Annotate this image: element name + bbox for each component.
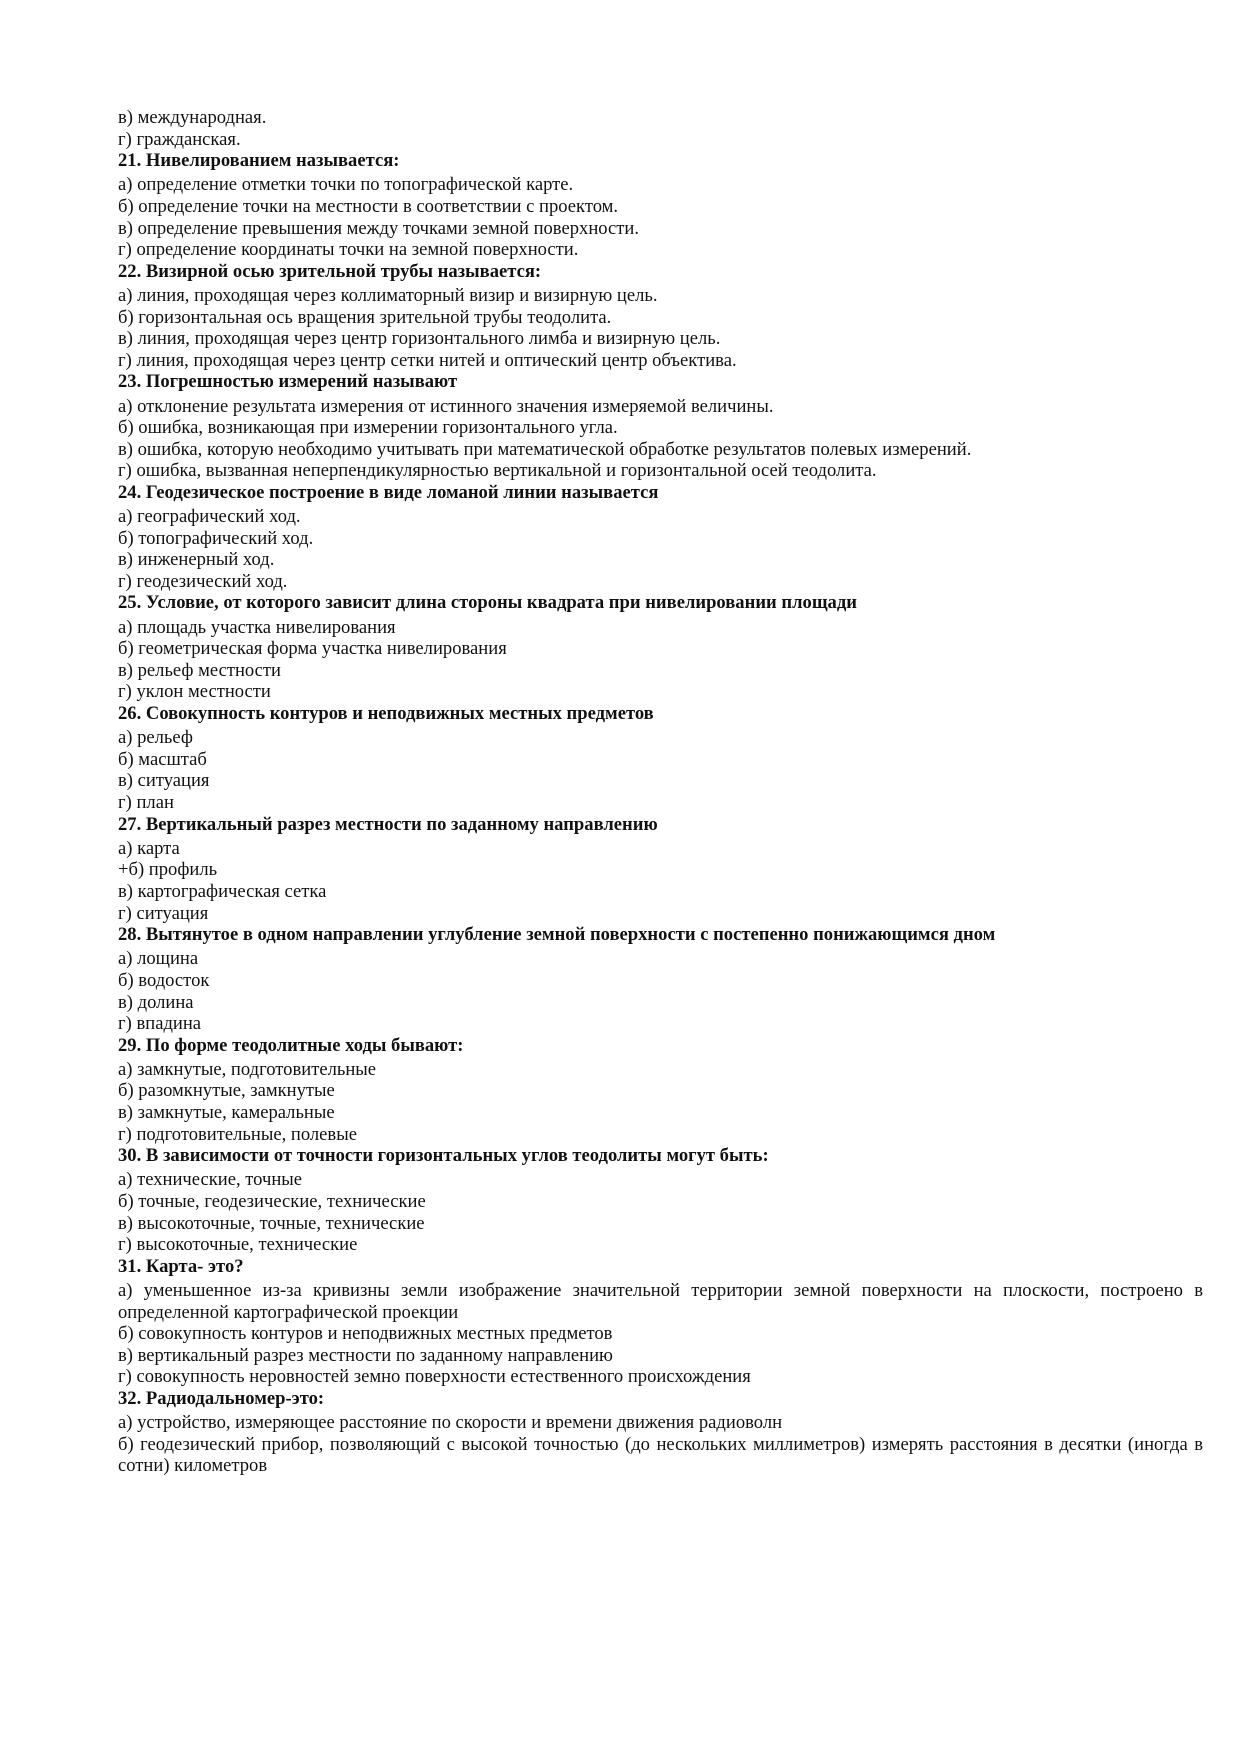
question-title: 29. По форме теодолитные ходы бывают:: [118, 1034, 464, 1056]
option-c: в) инженерный ход.: [118, 549, 275, 571]
question-26: [118, 703, 1203, 814]
question-title: 24. Геодезическое построение в виде ломаной линии называется: [118, 481, 659, 503]
option-a: а) технические, точные: [118, 1169, 303, 1191]
option-c: в) картографическая сетка: [118, 880, 327, 902]
option-b: б) совокупность контуров и неподвижных местных предметов: [118, 1323, 613, 1345]
option-b: б) горизонтальная ось вращения зрительной трубы теодолита.: [118, 306, 612, 328]
option-c: в) рельеф местности: [118, 659, 282, 681]
option-a: а) линия, проходящая через коллиматорный визир и визирную цель.: [118, 284, 658, 306]
option-b: б) определение точки на местности в соответствии с проектом.: [118, 195, 619, 217]
question-title: 26. Совокупность контуров и неподвижных местных предметов: [118, 703, 654, 724]
option-b: б) ошибка, возникающая при измерении горизонтального угла.: [118, 417, 618, 439]
question-28: [118, 924, 1203, 1035]
option-line: в) международная.: [118, 107, 267, 128]
option-b: б) геодезический прибор, позволяющий с высокой точностью (до нескольких миллиметров) измерять расстояния в десятки (иногда в сотни) километров: [118, 1433, 1203, 1477]
option-d: г) высокоточные, технические: [118, 1234, 358, 1256]
question-30: [118, 1145, 1203, 1256]
question-title: 31. Карта- это?: [118, 1255, 244, 1277]
option-c: в) линия, проходящая через центр горизонтального лимба и визирную цель.: [118, 328, 721, 350]
option-b: б) геометрическая форма участка нивелирования: [118, 638, 507, 660]
question-24: [118, 482, 1203, 593]
question-title: 22. Визирной осью зрительной трубы называется:: [118, 260, 542, 282]
question-title: 25. Условие, от которого зависит длина стороны квадрата при нивелировании площади: [118, 592, 857, 614]
question-title: 30. В зависимости от точности горизонтальных углов теодолиты могут быть:: [118, 1145, 769, 1167]
option-b: б) водосток: [118, 969, 210, 991]
option-a: а) географический ход.: [118, 506, 301, 528]
option-a: а) отклонение результата измерения от истинного значения измеряемой величины.: [118, 395, 774, 417]
option-d: г) уклон местности: [118, 681, 271, 703]
option-c: в) высокоточные, точные, технические: [118, 1212, 425, 1234]
option-d: г) ситуация: [118, 902, 209, 924]
question-31: [118, 1256, 1203, 1388]
question-21: [118, 150, 1203, 261]
question-title: 32. Радиодальномер-это:: [118, 1387, 325, 1409]
option-a: а) определение отметки точки по топографической карте.: [118, 174, 574, 196]
option-d: г) совокупность неровностей земно поверхности естественного происхождения: [118, 1366, 751, 1388]
question-title: 28. Вытянутое в одном направлении углубление земной поверхности с постепенно понижающимся дном: [118, 924, 996, 946]
option-c: в) замкнутые, камеральные: [118, 1102, 335, 1124]
question-title: 23. Погрешностью измерений называют: [118, 371, 458, 393]
option-c: в) ошибка, которую необходимо учитывать при математической обработке результатов полевых измерений.: [118, 438, 972, 460]
option-a: а) карта: [118, 837, 180, 859]
option-a: а) замкнутые, подготовительные: [118, 1058, 377, 1080]
question-27: [118, 814, 1203, 925]
option-c: в) долина: [118, 991, 194, 1013]
option-b-marked-correct: +б) профиль: [118, 859, 218, 881]
option-a: а) площадь участка нивелирования: [118, 616, 396, 638]
question-22: [118, 261, 1203, 372]
question-25: [118, 592, 1203, 703]
option-a: а) уменьшенное из-за кривизны земли изображение значительной территории земной поверхности на плоскости, построено в определенной картографической проекции: [118, 1280, 1203, 1323]
option-c: в) ситуация: [118, 770, 210, 792]
option-d: г) впадина: [118, 1013, 202, 1035]
option-b: б) точные, геодезические, технические: [118, 1191, 426, 1213]
option-d: г) определение координаты точки на земной поверхности.: [118, 239, 579, 261]
option-c: в) вертикальный разрез местности по заданному направлению: [118, 1344, 613, 1366]
option-d: г) линия, проходящая через центр сетки нитей и оптический центр объектива.: [118, 349, 737, 371]
option-d: г) ошибка, вызванная неперпендикулярностью вертикальной и горизонтальной осей теодолита.: [118, 460, 877, 482]
option-c: в) определение превышения между точками земной поверхности.: [118, 217, 640, 239]
question-29: [118, 1035, 1203, 1146]
option-line: г) гражданская.: [118, 128, 241, 150]
option-d: г) геодезический ход.: [118, 570, 288, 592]
document-page: [118, 107, 1203, 1477]
option-d: г) подготовительные, полевые: [118, 1123, 357, 1145]
option-b: б) разомкнутые, замкнутые: [118, 1080, 335, 1102]
question-title: 21. Нивелированием называется:: [118, 150, 400, 172]
option-b: б) масштаб: [118, 748, 207, 770]
question-32: [118, 1388, 1203, 1477]
option-a: а) лощина: [118, 948, 199, 970]
question-title: 27. Вертикальный разрез местности по заданному направлению: [118, 813, 658, 835]
option-b: б) топографический ход.: [118, 527, 314, 549]
option-a: а) рельеф: [118, 727, 193, 749]
option-d: г) план: [118, 791, 174, 813]
question-23: [118, 371, 1203, 482]
option-a: а) устройство, измеряющее расстояние по скорости и времени движения радиоволн: [118, 1412, 783, 1434]
